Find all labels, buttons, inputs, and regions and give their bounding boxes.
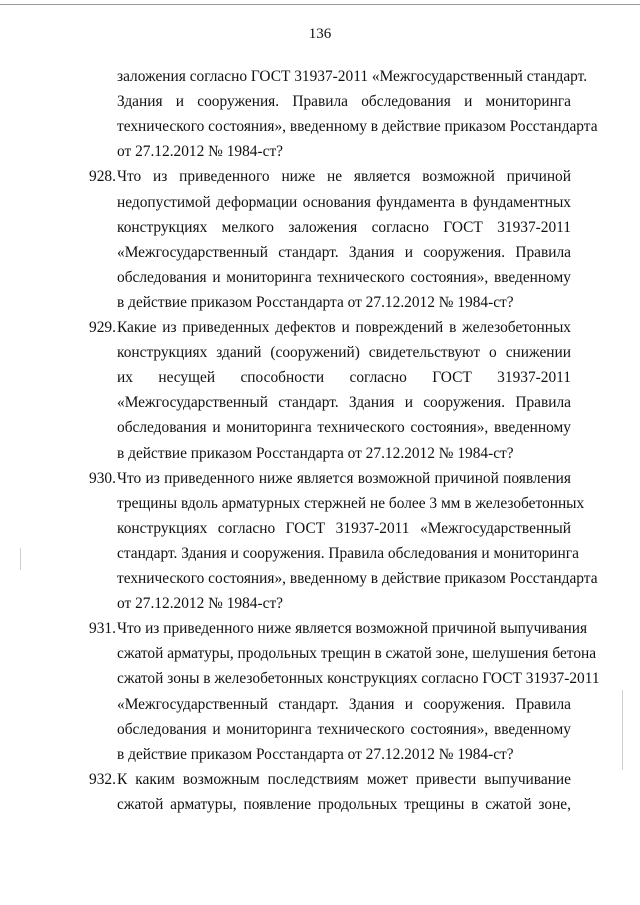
text-line: обследования и мониторинга технического состояния», введенному <box>117 419 571 437</box>
text-line: Что из приведенного ниже является возможной причиной появления <box>117 469 571 487</box>
question-number: 932. <box>89 770 116 788</box>
page-number: 136 <box>308 26 332 42</box>
left-margin-mark <box>20 548 21 570</box>
text-line: «Межгосударственный стандарт. Здания и сооружения. Правила <box>117 243 571 261</box>
question-number: 929. <box>89 319 116 336</box>
text-line: технического состояния», введенному в действие приказом Росстандарта <box>117 118 598 136</box>
text-line: Здания и сооружения. Правила обследования и мониторинга <box>117 93 571 111</box>
question-number: 930. <box>89 469 116 487</box>
text-line: в действие приказом Росстандарта от 27.12.2012 № 1984-ст? <box>117 293 514 311</box>
text-line: в действие приказом Росстандарта от 27.12.2012 № 1984-ст? <box>117 745 514 763</box>
text-line: недопустимой деформации основания фундамента в фундаментных <box>117 193 571 211</box>
text-line: их несущей способности согласно ГОСТ 31937-2011 <box>117 369 571 387</box>
text-line: в действие приказом Росстандарта от 27.12.2012 № 1984-ст? <box>117 444 514 462</box>
text-line: конструкциях мелкого заложения согласно ГОСТ 31937-2011 <box>117 218 571 236</box>
top-rule <box>0 4 640 5</box>
text-line: Что из приведенного ниже является возможной причиной выпучивания <box>117 620 588 638</box>
right-margin-mark <box>622 690 623 770</box>
text-line: от 27.12.2012 № 1984-ст? <box>117 595 283 613</box>
text-line: трещины вдоль арматурных стержней не более 3 мм в железобетонных <box>117 494 585 512</box>
text-line: конструкциях зданий (сооружений) свидетельствуют о снижении <box>117 344 571 362</box>
text-line: К каким возможным последствиям может привести выпучивание <box>117 770 571 788</box>
text-line: стандарт. Здания и сооружения. Правила обследования и мониторинга <box>117 544 579 562</box>
text-line: «Межгосударственный стандарт. Здания и сооружения. Правила <box>117 695 571 713</box>
question-number: 928. <box>89 168 116 186</box>
text-line: обследования и мониторинга технического состояния», введенному <box>117 268 571 286</box>
text-line: Какие из приведенных дефектов и повреждений в железобетонных <box>117 319 571 336</box>
question-number: 931. <box>89 620 116 638</box>
text-line: от 27.12.2012 № 1984-ст? <box>117 143 283 161</box>
text-line: конструкциях согласно ГОСТ 31937-2011 «Межгосударственный <box>117 519 571 537</box>
text-line: заложения согласно ГОСТ 31937-2011 «Межгосударственный стандарт. <box>117 68 588 85</box>
text-line: сжатой зоны в железобетонных конструкциях согласно ГОСТ 31937-2011 <box>117 670 600 688</box>
text-line: сжатой арматуры, продольных трещин в сжатой зоне, шелушения бетона <box>117 645 597 663</box>
text-line: Что из приведенного ниже не является возможной причиной <box>117 168 571 186</box>
text-line: обследования и мониторинга технического состояния», введенному <box>117 720 571 738</box>
text-line: технического состояния», введенному в действие приказом Росстандарта <box>117 570 598 587</box>
text-line: «Межгосударственный стандарт. Здания и сооружения. Правила <box>117 394 571 412</box>
text-line: сжатой арматуры, появление продольных трещины в сжатой зоне, <box>117 795 571 813</box>
